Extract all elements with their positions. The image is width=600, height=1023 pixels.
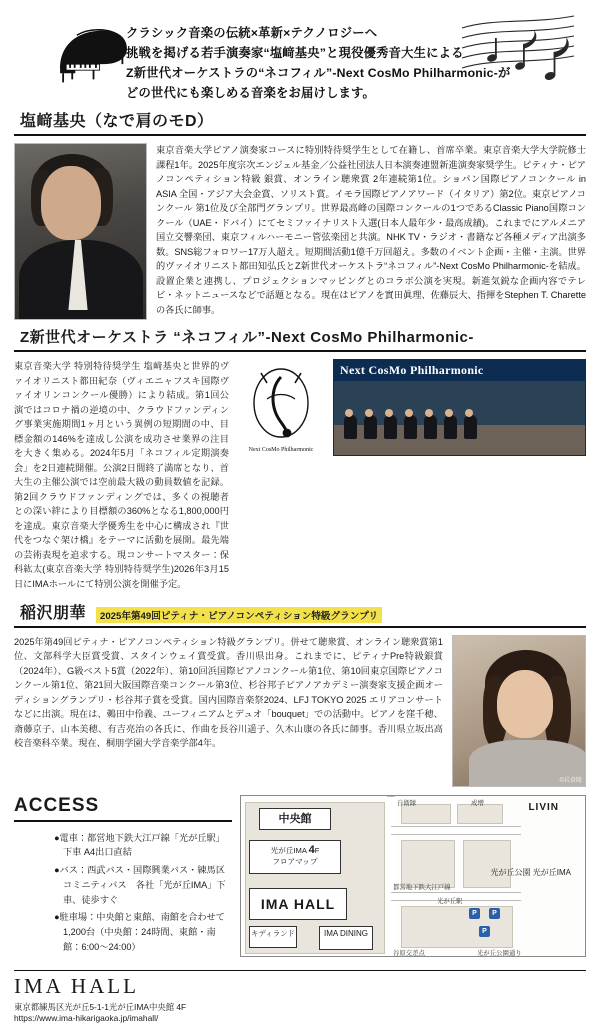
map-center-building: 中央館 <box>259 808 331 830</box>
map-kiddy-land: キディランド <box>249 926 297 948</box>
header-line-1: クラシック音楽の伝統×革新×テクノロジーへ <box>126 26 378 40</box>
map-parking-pin-1: P <box>469 908 480 919</box>
map-parking-pin-3: P <box>479 926 490 937</box>
orchestra-photo <box>333 381 586 456</box>
artist1-photo <box>14 143 147 320</box>
footer-logo: IMA HALL <box>14 973 139 998</box>
orchestra-logo <box>237 359 325 455</box>
orchestra-block <box>14 359 586 592</box>
map-livin-label: LIVIN <box>528 801 559 813</box>
orchestra-banner: Next CosMo Philharmonic <box>333 359 586 381</box>
map-road-label-2: 成増 <box>471 799 484 807</box>
footer-url[interactable]: https://www.ima-hikarigaoka.jp/imahall/ <box>14 1013 159 1023</box>
access-divider <box>14 820 232 822</box>
music-notes-icon <box>458 14 578 94</box>
artist1-block <box>14 143 586 320</box>
artist1-title: 塩﨑基央（なで肩のモD） <box>14 106 586 136</box>
access-list <box>14 831 232 955</box>
map-road-label-4: 谷原交差点 <box>393 949 425 957</box>
access-item-parking: ●駐車場：中央館と東館、南館を合わせて1,200台（中央館：24時間、東館・南館：6:00〜24:00） <box>54 912 225 952</box>
artist3-block <box>14 635 586 787</box>
nekophil-logo-icon <box>237 359 325 455</box>
artist3-name: 稲沢朋華 <box>20 604 87 622</box>
artist3-title <box>14 598 586 628</box>
access-map <box>240 795 586 957</box>
map-floor-label: 光が丘IMA 4F フロアマップ <box>249 840 341 874</box>
access-item-bus: ●バス：西武バス・国際興業バス・練馬区コミニティバス 各社「光が丘IMA」下車、徒歩すぐ <box>54 865 226 905</box>
svg-text:Next CosMo Philharmonic: Next CosMo Philharmonic <box>248 447 314 453</box>
orchestra-title: Z新世代オーケストラ “ネコフィル”-Next CosMo Philharmonic- <box>14 324 586 352</box>
header-line-4: どの世代にも楽しめる音楽をお届けします。 <box>126 85 375 100</box>
header <box>14 10 586 102</box>
grand-piano-icon <box>54 26 130 84</box>
orchestra-text: 東京音楽大学 特別特待奨学生 塩﨑基央と世界的ヴァイオリニスト都田紀奈（ヴィエニャフスキ国際ヴァイオリンコンクール優勝）により結成。第1回公演ではコロナ禍の逆境の中、クラウドファンディング事業実施期間1ヶ月という異例の短期間の中、目標金額の146%を達成し公演を成功させ業界の注目を大きく集める。2024年5月「ネコフィル定期演奏会」を2日連続開催。公演2日間終了満席となり、首大生の主催公演では空前最大級の動員数値を記録。第2回クラウドファンディングでは、多くの視聴者との深い絆により目標額の360%となる1,800,000円を達成。東京音楽大学優秀生を中心に構成され『世代をつなぐ架け橋』をテーマに活動を展開。最先端の芸術表現を追求する。現コンサートマスター：保科紘太(東京音楽大学 特別特待奨学生)2026年3月15日にIMAホールにて特別公演を開催予定。 <box>14 361 229 589</box>
map-road-label-3: 都営地下鉄大江戸線 <box>393 883 451 891</box>
map-road-label-1: 自衛隊 <box>397 799 417 807</box>
footer <box>14 970 586 1023</box>
footer-address: 東京都練馬区光が丘5-1-1光が丘IMA中央館 4F <box>14 1001 187 1012</box>
access-info <box>14 795 232 964</box>
orchestra-media <box>333 359 586 592</box>
artist3-photo <box>452 635 586 787</box>
map-ima-dining: IMA DINING <box>319 926 373 950</box>
artist3-prize-badge: 2025年第49回ピティナ・ピアノコンペティション特級グランプリ <box>96 607 382 623</box>
header-line-2: 挑戦を掲げる若手演奏家“塩﨑基央”と現役優秀音大生による <box>126 45 464 60</box>
access-heading: ACCESS <box>14 794 100 816</box>
map-ima-hall: IMA HALL <box>249 888 347 920</box>
map-station-label: 光が丘駅 <box>437 897 463 905</box>
artist1-bio: 東京音楽大学ピアノ演奏家コースに特別特待奨学生として在籍し、首席卒業。東京音楽大学大学院修士課程1年。2025年度宗次エンジェル基金／公益社団法人日本演奏連盟新進演奏家奨学生。ピティナ・ピアノコンペティション特級 銀賞、オンライン聴衆賞 2年連続第1位。ショパン国際ピアノコンクール in ASIA 全国・アジア大会金賞、ソリスト賞。イモラ国際ピアノアワード（イタリア）第2位。東京ピアノコンクール 第1位及び全部門グランプリ。世界最高峰の国際コンクールの1つであるClassic Piano国際コンクール（UAE・ドバイ）にてセミファイナリスト入選(日本人最年少・最高成績)。これまでにアルメニア国立交響楽団、東京フィルハーモニー管弦楽団と共演。NHK TV・ラジオ・書籍など各種メディア出演多数。SNS総フォロワー17万人超え。短期間活動1億千万回超え。多数のイベント企画・主催・主演。世界的ヴァイオリニスト都田知弘氏とZ新世代オーケストラ“ネコフィル”-Next CosMo Philharmonic-を結成。設置企業と連携し、プロジェクションマッピングとのコラボ公演を実現。新進気鋭な企画内容でテレビ・ネットニュースなどで話題となる。現在はピアノを實田眞理、佐藤辰大、指揮をStephen T. Charetteの各氏に師事。 <box>156 145 586 315</box>
artist3-bio: 2025年第49回ピティナ・ピアノコンペティション特級グランプリ。併せて聴衆賞、オンライン聴衆賞第1位、文部科学大臣賞受賞、スタインウェイ賞受賞。香川県出身。これまでに、ピティナPre特級銀賞（2024年）、G級ベスト5賞（2022年）、第10回浜国際ピアノコンクール第1位、第10回東京国際ピアノコンクール第1位、第21回大阪国際音楽コンクール第3位、杉谷邦子ピアノアカデミー演奏家支援企画オーディショングランプリ・杉谷邦子賞を受賞。国内国際音楽祭2024、LFJ TOKYO 2025 エリアコンサートなどに出演。現在は、鵜田中伶義、ユーフィニアムとデュオ「bouquet」での活動中。ピアノを窪千穂、斎藤京子、山本美穂、有吉亮治の各氏に、作曲を長谷川遥子、久木山康の各氏に師事。香川県立坂出高校音楽科卒業。現在、桐朋学園大学音楽学部4年。 <box>14 636 443 749</box>
footer-divider <box>14 970 586 971</box>
map-park-label: 光が丘公園 光が丘IMA <box>490 867 571 877</box>
access-block <box>14 795 586 964</box>
access-item-train: ●電車：都営地下鉄大江戸線「光が丘駅」下車 A4出口直結 <box>54 832 225 858</box>
map-road-label-5: 光が丘公園通り <box>477 949 522 957</box>
photo-credit: ©岩倉隆 <box>559 777 582 784</box>
map-parking-pin-2: P <box>489 908 500 919</box>
header-line-3: Z新世代オーケストラの“ネコフィル”-Next CosMo Philharmonic-が <box>126 65 511 80</box>
